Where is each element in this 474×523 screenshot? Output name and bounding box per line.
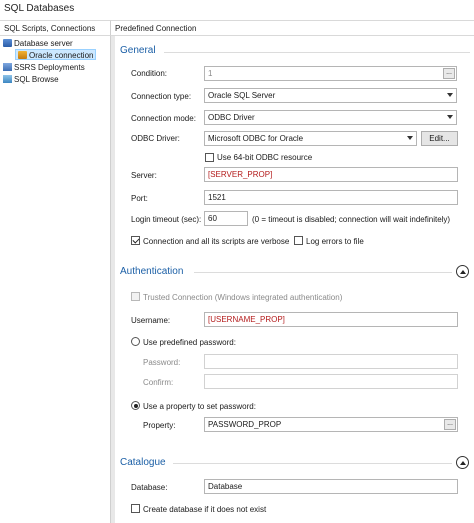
use-64bit-label: Use 64-bit ODBC resource <box>217 153 313 162</box>
connection-mode-label: Connection mode: <box>131 114 196 123</box>
create-database-label: Create database if it does not exist <box>143 505 267 514</box>
connection-type-select[interactable] <box>204 88 457 103</box>
password-label: Password: <box>143 358 181 367</box>
condition-value: 1 <box>208 69 213 78</box>
chevron-down-icon <box>447 115 453 119</box>
server-field[interactable]: [SERVER_PROP] <box>204 167 458 182</box>
tree-item-label: SSRS Deployments <box>14 63 85 72</box>
port-field[interactable]: 1521 <box>204 190 458 205</box>
confirm-label: Confirm: <box>143 378 174 387</box>
window-title: SQL Databases <box>4 3 75 14</box>
port-label: Port: <box>131 194 148 203</box>
property-label: Property: <box>143 421 176 430</box>
password-property-field[interactable] <box>204 417 458 432</box>
oracle-connection-icon <box>18 51 27 59</box>
tree-item-oracle-connection[interactable] <box>15 49 96 60</box>
database-field[interactable]: Database <box>204 479 458 494</box>
use-64bit-checkbox[interactable] <box>205 153 214 162</box>
collapse-catalogue-button[interactable] <box>456 456 469 469</box>
property-password-label: Use a property to set password: <box>143 402 256 411</box>
odbc-driver-value: Microsoft ODBC for Oracle <box>208 134 304 143</box>
connection-type-label: Connection type: <box>131 92 192 101</box>
create-database-checkbox[interactable] <box>131 504 140 513</box>
database-label: Database: <box>131 483 168 492</box>
ssrs-icon <box>3 63 12 71</box>
tree-panel <box>0 36 111 523</box>
section-divider <box>164 52 470 53</box>
left-panel-header-label: SQL Scripts, Connections <box>4 24 96 33</box>
username-label: Username: <box>131 316 171 325</box>
connection-mode-select[interactable] <box>204 110 457 125</box>
log-errors-checkbox[interactable] <box>294 236 303 245</box>
tree-item-sql-browse[interactable] <box>3 74 59 85</box>
tree-item-database-server[interactable] <box>3 38 73 49</box>
login-timeout-label: Login timeout (sec): <box>131 215 202 224</box>
connection-mode-value: ODBC Driver <box>208 113 255 122</box>
trusted-connection-label: Trusted Connection (Windows integrated authentication) <box>143 293 343 302</box>
condition-label: Condition: <box>131 69 168 78</box>
log-errors-label: Log errors to file <box>306 237 364 246</box>
panel-splitter[interactable] <box>111 36 115 523</box>
edit-button[interactable]: Edit... <box>421 131 458 146</box>
password-field[interactable] <box>204 354 458 369</box>
tree-item-label: Database server <box>14 39 73 48</box>
collapse-authentication-button[interactable] <box>456 265 469 278</box>
authentication-heading: Authentication <box>120 266 184 277</box>
confirm-password-field[interactable] <box>204 374 458 389</box>
username-field[interactable]: [USERNAME_PROP] <box>204 312 458 327</box>
sql-browse-icon <box>3 75 12 83</box>
section-divider <box>194 272 452 273</box>
connection-type-value: Oracle SQL Server <box>208 91 276 100</box>
odbc-driver-select[interactable] <box>204 131 417 146</box>
section-divider <box>173 463 452 464</box>
condition-browse-button[interactable]: ... <box>443 68 455 79</box>
verbose-label: Connection and all its scripts are verbose <box>143 237 290 246</box>
database-server-icon <box>3 39 12 47</box>
chevron-down-icon <box>407 136 413 140</box>
left-panel-header <box>0 20 111 36</box>
verbose-checkbox[interactable] <box>131 236 140 245</box>
right-panel-header-label: Predefined Connection <box>115 24 197 33</box>
tree-item-label: SQL Browse <box>14 75 59 84</box>
tree-item-label: Oracle connection <box>29 51 94 60</box>
server-label: Server: <box>131 171 157 180</box>
trusted-connection-checkbox[interactable] <box>131 292 140 301</box>
password-property-browse-button[interactable]: ... <box>444 419 456 430</box>
login-timeout-note: (0 = timeout is disabled; connection will wait indefinitely) <box>252 215 451 224</box>
predefined-password-label: Use predefined password: <box>143 338 236 347</box>
password-property-value: PASSWORD_PROP <box>208 420 282 429</box>
chevron-down-icon <box>447 93 453 97</box>
condition-field[interactable] <box>204 66 457 81</box>
tree-item-ssrs-deployments[interactable] <box>3 62 85 73</box>
login-timeout-field[interactable]: 60 <box>204 211 248 226</box>
property-password-radio[interactable] <box>131 401 140 410</box>
catalogue-heading: Catalogue <box>120 457 166 468</box>
predefined-password-radio[interactable] <box>131 337 140 346</box>
general-heading: General <box>120 45 156 56</box>
odbc-driver-label: ODBC Driver: <box>131 134 180 143</box>
right-panel-header <box>111 20 474 36</box>
